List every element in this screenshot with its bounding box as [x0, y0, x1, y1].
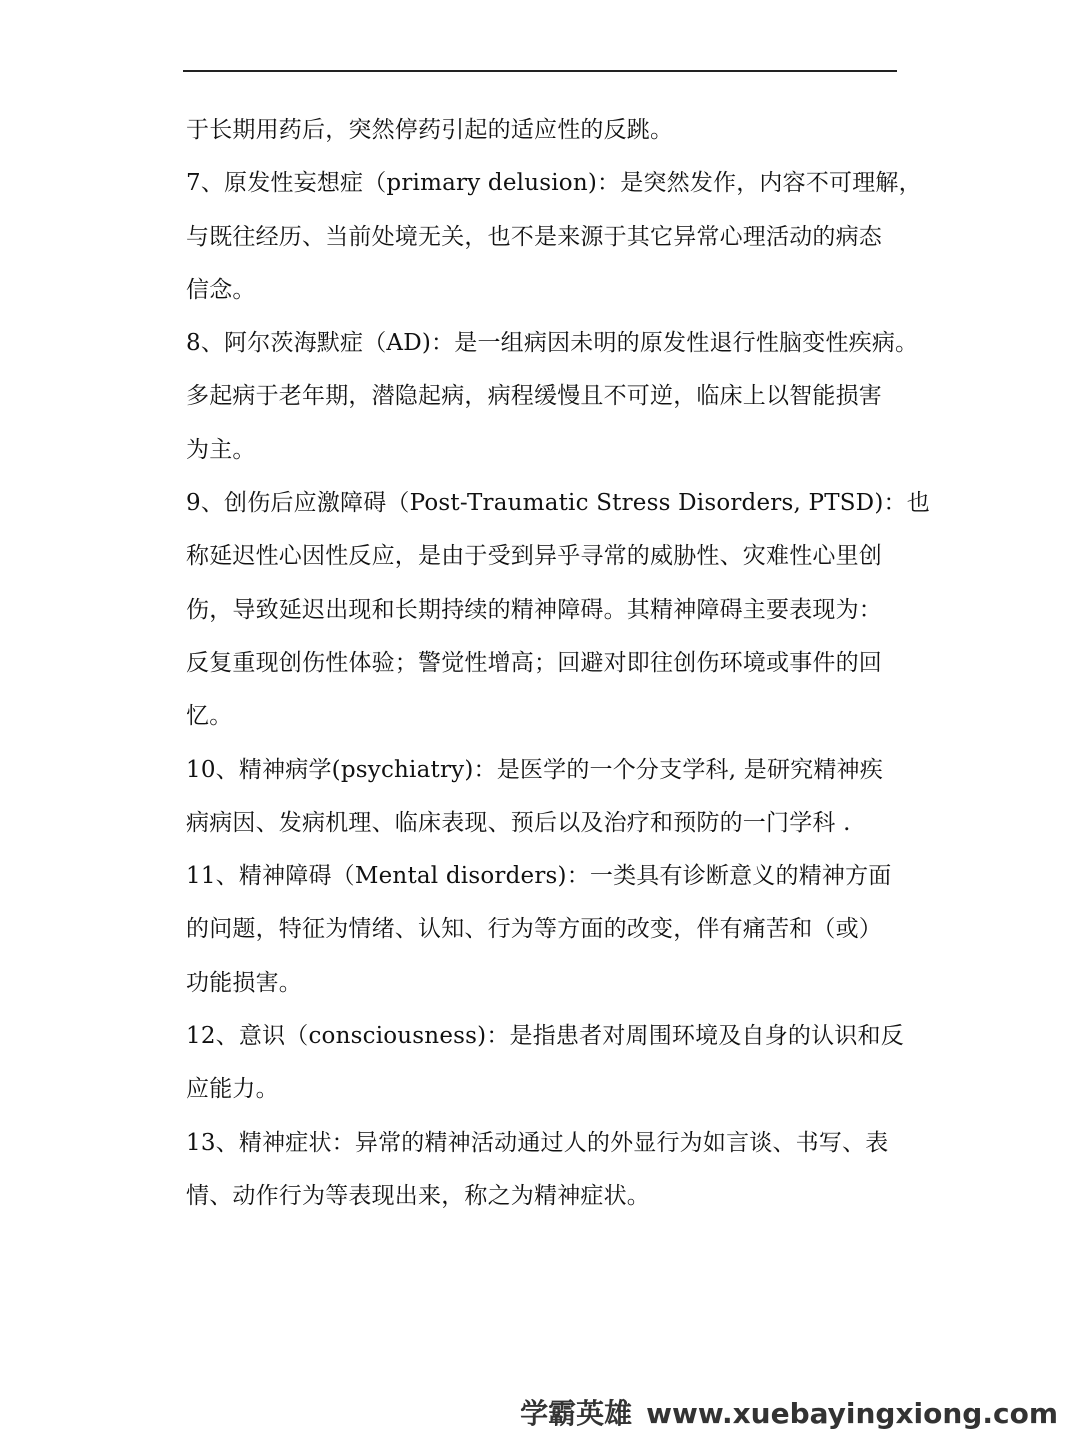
- text-line: 与既往经历、当前处境无关，也不是来源于其它异常心理活动的病态: [186, 223, 882, 250]
- header-rule: [183, 70, 897, 72]
- footer-url[interactable]: www.xuebayingxiong.com: [646, 1397, 1058, 1430]
- text-line: 10、精神病学(psychiatry)：是医学的一个分支学科, 是研究精神疾: [186, 756, 883, 783]
- text-line: 于长期用药后，突然停药引起的适应性的反跳。: [186, 117, 674, 143]
- footer-brand: 学霸英雄: [520, 1397, 633, 1430]
- text-line: 多起病于老年期，潜隐起病，病程缓慢且不可逆，临床上以智能损害: [186, 383, 882, 410]
- text-line: 12、意识（consciousness)：是指患者对周围环境及自身的认识和反: [186, 1023, 904, 1050]
- text-line: 应能力。: [186, 1076, 279, 1103]
- text-line: 7、原发性妄想症（primary delusion)：是突然发作，内容不可理解，: [186, 170, 922, 197]
- text-line: 忆。: [186, 703, 233, 730]
- text-line: 8、阿尔茨海默症（AD)：是一组病因未明的原发性退行性脑变性疾病。: [186, 330, 919, 357]
- text-line: 伤，导致延迟出现和长期持续的精神障碍。其精神障碍主要表现为：: [186, 596, 882, 623]
- text-line: 9、创伤后应激障碍（Post-Traumatic Stress Disorders, PTSD)：也: [186, 490, 930, 517]
- text-line: 信念。: [186, 276, 256, 303]
- text-line: 病病因、发病机理、临床表现、预后以及治疗和预防的一门学科 .: [186, 809, 851, 836]
- text-line: 11、精神障碍（Mental disorders)：一类具有诊断意义的精神方面: [186, 863, 892, 890]
- text-line: 的问题，特征为情绪、认知、行为等方面的改变，伴有痛苦和（或）: [186, 916, 882, 943]
- text-line: 情、动作行为等表现出来，称之为精神症状。: [186, 1182, 650, 1209]
- text-line: 为主。: [186, 436, 256, 463]
- text-line: 功能损害。: [186, 969, 302, 996]
- text-line: 称延迟性心因性反应，是由于受到异乎寻常的威胁性、灾难性心里创: [186, 543, 882, 570]
- text-line: 反复重现创伤性体验；警觉性增高；回避对即往创伤环境或事件的回: [186, 649, 882, 676]
- document-body: [186, 104, 930, 1223]
- text-line: 13、精神症状：异常的精神活动通过人的外显行为如言谈、书写、表: [186, 1129, 889, 1156]
- footer-watermark: [520, 1392, 1058, 1432]
